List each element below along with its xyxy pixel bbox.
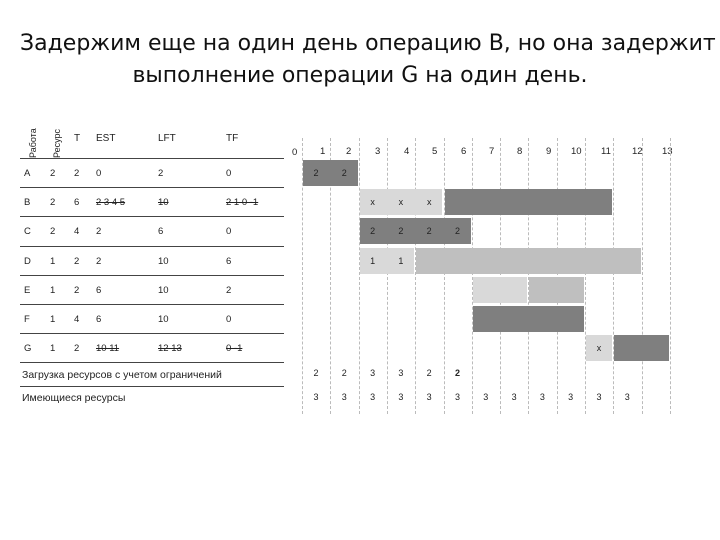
available-value: 3 <box>398 392 404 402</box>
bar-label-B: x <box>398 197 404 208</box>
cell-G-lft: 12 13 <box>158 343 182 355</box>
load-value: 2 <box>341 368 347 378</box>
cell-B-name: B <box>24 197 31 209</box>
row-line-A <box>20 158 284 159</box>
header-lft: LFT <box>158 133 176 144</box>
available-value: 3 <box>454 392 460 402</box>
footer-divider <box>20 386 284 387</box>
day-header-8: 8 <box>517 146 523 157</box>
bar-label-C: 2 <box>370 226 376 237</box>
available-value: 3 <box>313 392 319 402</box>
cell-A-lft: 2 <box>158 168 164 179</box>
row-line-F <box>20 304 284 305</box>
bar-label-C: 2 <box>398 226 404 237</box>
row-line-G <box>20 333 284 334</box>
slide-title <box>20 28 716 92</box>
grid-line-13 <box>670 138 671 414</box>
cell-A-est: 0 <box>96 168 102 179</box>
cell-E-res: 1 <box>50 284 56 296</box>
day-header-13: 13 <box>662 146 673 157</box>
available-value: 3 <box>370 392 376 402</box>
available-value: 3 <box>596 392 602 402</box>
cell-E-est: 6 <box>96 284 102 296</box>
gantt-bar-E <box>473 277 528 303</box>
available-value: 3 <box>568 392 574 402</box>
available-value: 3 <box>624 392 630 402</box>
cell-C-tf: 0 <box>226 226 232 238</box>
bar-label-A: 2 <box>341 168 347 178</box>
load-value: 2 <box>426 368 432 378</box>
cell-G-tf: 0 -1 <box>226 343 243 355</box>
row-line-E <box>20 275 284 276</box>
cell-F-t: 4 <box>74 314 80 325</box>
cell-G-res: 1 <box>50 343 56 355</box>
grid-line-10 <box>585 138 586 414</box>
available-value: 3 <box>341 392 347 402</box>
cell-C-res: 2 <box>50 226 56 238</box>
bar-label-D: 1 <box>370 255 376 266</box>
bar-label-B: x <box>370 197 375 208</box>
cell-F-tf: 0 <box>226 314 232 325</box>
bar-label-B: x <box>426 197 432 208</box>
load-value: 2 <box>454 368 460 378</box>
header-est: EST <box>96 133 116 144</box>
cell-F-name: F <box>24 314 30 325</box>
cell-A-res: 2 <box>50 168 56 179</box>
cell-C-lft: 6 <box>158 226 164 238</box>
row-line-D <box>20 246 284 247</box>
cell-D-name: D <box>24 255 31 267</box>
day-header-9: 9 <box>546 146 552 157</box>
gantt-bar-E-slack <box>529 277 584 303</box>
cell-B-lft: 10 <box>158 197 169 209</box>
load-label: Загрузка ресурсов с учетом ограничений <box>22 369 222 381</box>
cell-D-t: 2 <box>74 255 80 267</box>
day-header-2: 2 <box>346 146 352 157</box>
cell-E-t: 2 <box>74 284 80 296</box>
cell-A-tf: 0 <box>226 168 232 179</box>
header-t: T <box>74 133 81 144</box>
row-line-B <box>20 187 284 188</box>
day-header-10: 10 <box>571 146 582 157</box>
cell-B-t: 6 <box>74 197 80 209</box>
load-value: 3 <box>398 368 404 378</box>
row-line-C <box>20 216 284 217</box>
cell-B-res: 2 <box>50 197 56 209</box>
cell-A-t: 2 <box>74 168 80 179</box>
available-value: 3 <box>426 392 432 402</box>
cell-C-t: 4 <box>74 226 80 238</box>
available-value: 3 <box>539 392 545 402</box>
gantt-bar-F <box>473 306 584 332</box>
bar-label-C: 2 <box>454 226 460 237</box>
header-tf: TF <box>226 133 239 144</box>
cell-B-est: 2 3 4 5 <box>96 197 126 209</box>
cell-E-name: E <box>24 284 31 296</box>
title-line-1: Задержим еще на один день операцию B, но она задержит <box>20 31 716 56</box>
day-header-3: 3 <box>375 146 381 157</box>
grid-line-12 <box>642 138 643 414</box>
cell-G-t: 2 <box>74 343 80 355</box>
header-resource: Ресурс <box>52 128 62 158</box>
gantt-bar-D-slack <box>416 248 640 274</box>
cell-F-est: 6 <box>96 314 102 325</box>
day-header-5: 5 <box>432 146 438 157</box>
gantt-bar-B <box>445 189 613 215</box>
bar-label-D: 1 <box>398 255 404 266</box>
load-value: 3 <box>370 368 376 378</box>
bar-label-A: 2 <box>313 168 319 178</box>
title-line-2: выполнение операции G на один день. <box>132 63 588 88</box>
grid-line-11 <box>613 138 614 414</box>
cell-C-name: C <box>24 226 31 238</box>
cell-D-res: 1 <box>50 255 56 267</box>
day-header-1: 1 <box>320 146 326 157</box>
cell-F-res: 1 <box>50 314 56 325</box>
cell-D-lft: 10 <box>158 255 169 267</box>
gantt-bar-G <box>614 335 669 361</box>
cell-B-tf: 2 1 0 -1 <box>226 197 259 209</box>
day-header-11: 11 <box>601 146 611 157</box>
day-header-0: 0 <box>292 147 298 158</box>
cell-D-tf: 6 <box>226 255 232 267</box>
available-label: Имеющиеся ресурсы <box>22 392 126 404</box>
header-work: Работа <box>28 128 38 158</box>
day-header-12: 12 <box>632 146 643 157</box>
row-line-end <box>20 362 284 363</box>
available-value: 3 <box>483 392 489 402</box>
bar-label-G: x <box>596 343 602 354</box>
bar-label-C: 2 <box>426 226 432 237</box>
day-header-7: 7 <box>489 146 495 157</box>
cell-E-lft: 10 <box>158 284 169 296</box>
available-value: 3 <box>511 392 517 402</box>
cell-A-name: A <box>24 168 31 179</box>
cell-E-tf: 2 <box>226 284 232 296</box>
cell-G-est: 10 11 <box>96 343 120 355</box>
load-value: 2 <box>313 368 319 378</box>
cell-C-est: 2 <box>96 226 102 238</box>
cell-D-est: 2 <box>96 255 102 267</box>
cell-F-lft: 10 <box>158 314 169 325</box>
day-header-4: 4 <box>404 146 410 157</box>
cell-G-name: G <box>24 343 32 355</box>
day-header-6: 6 <box>461 146 467 157</box>
